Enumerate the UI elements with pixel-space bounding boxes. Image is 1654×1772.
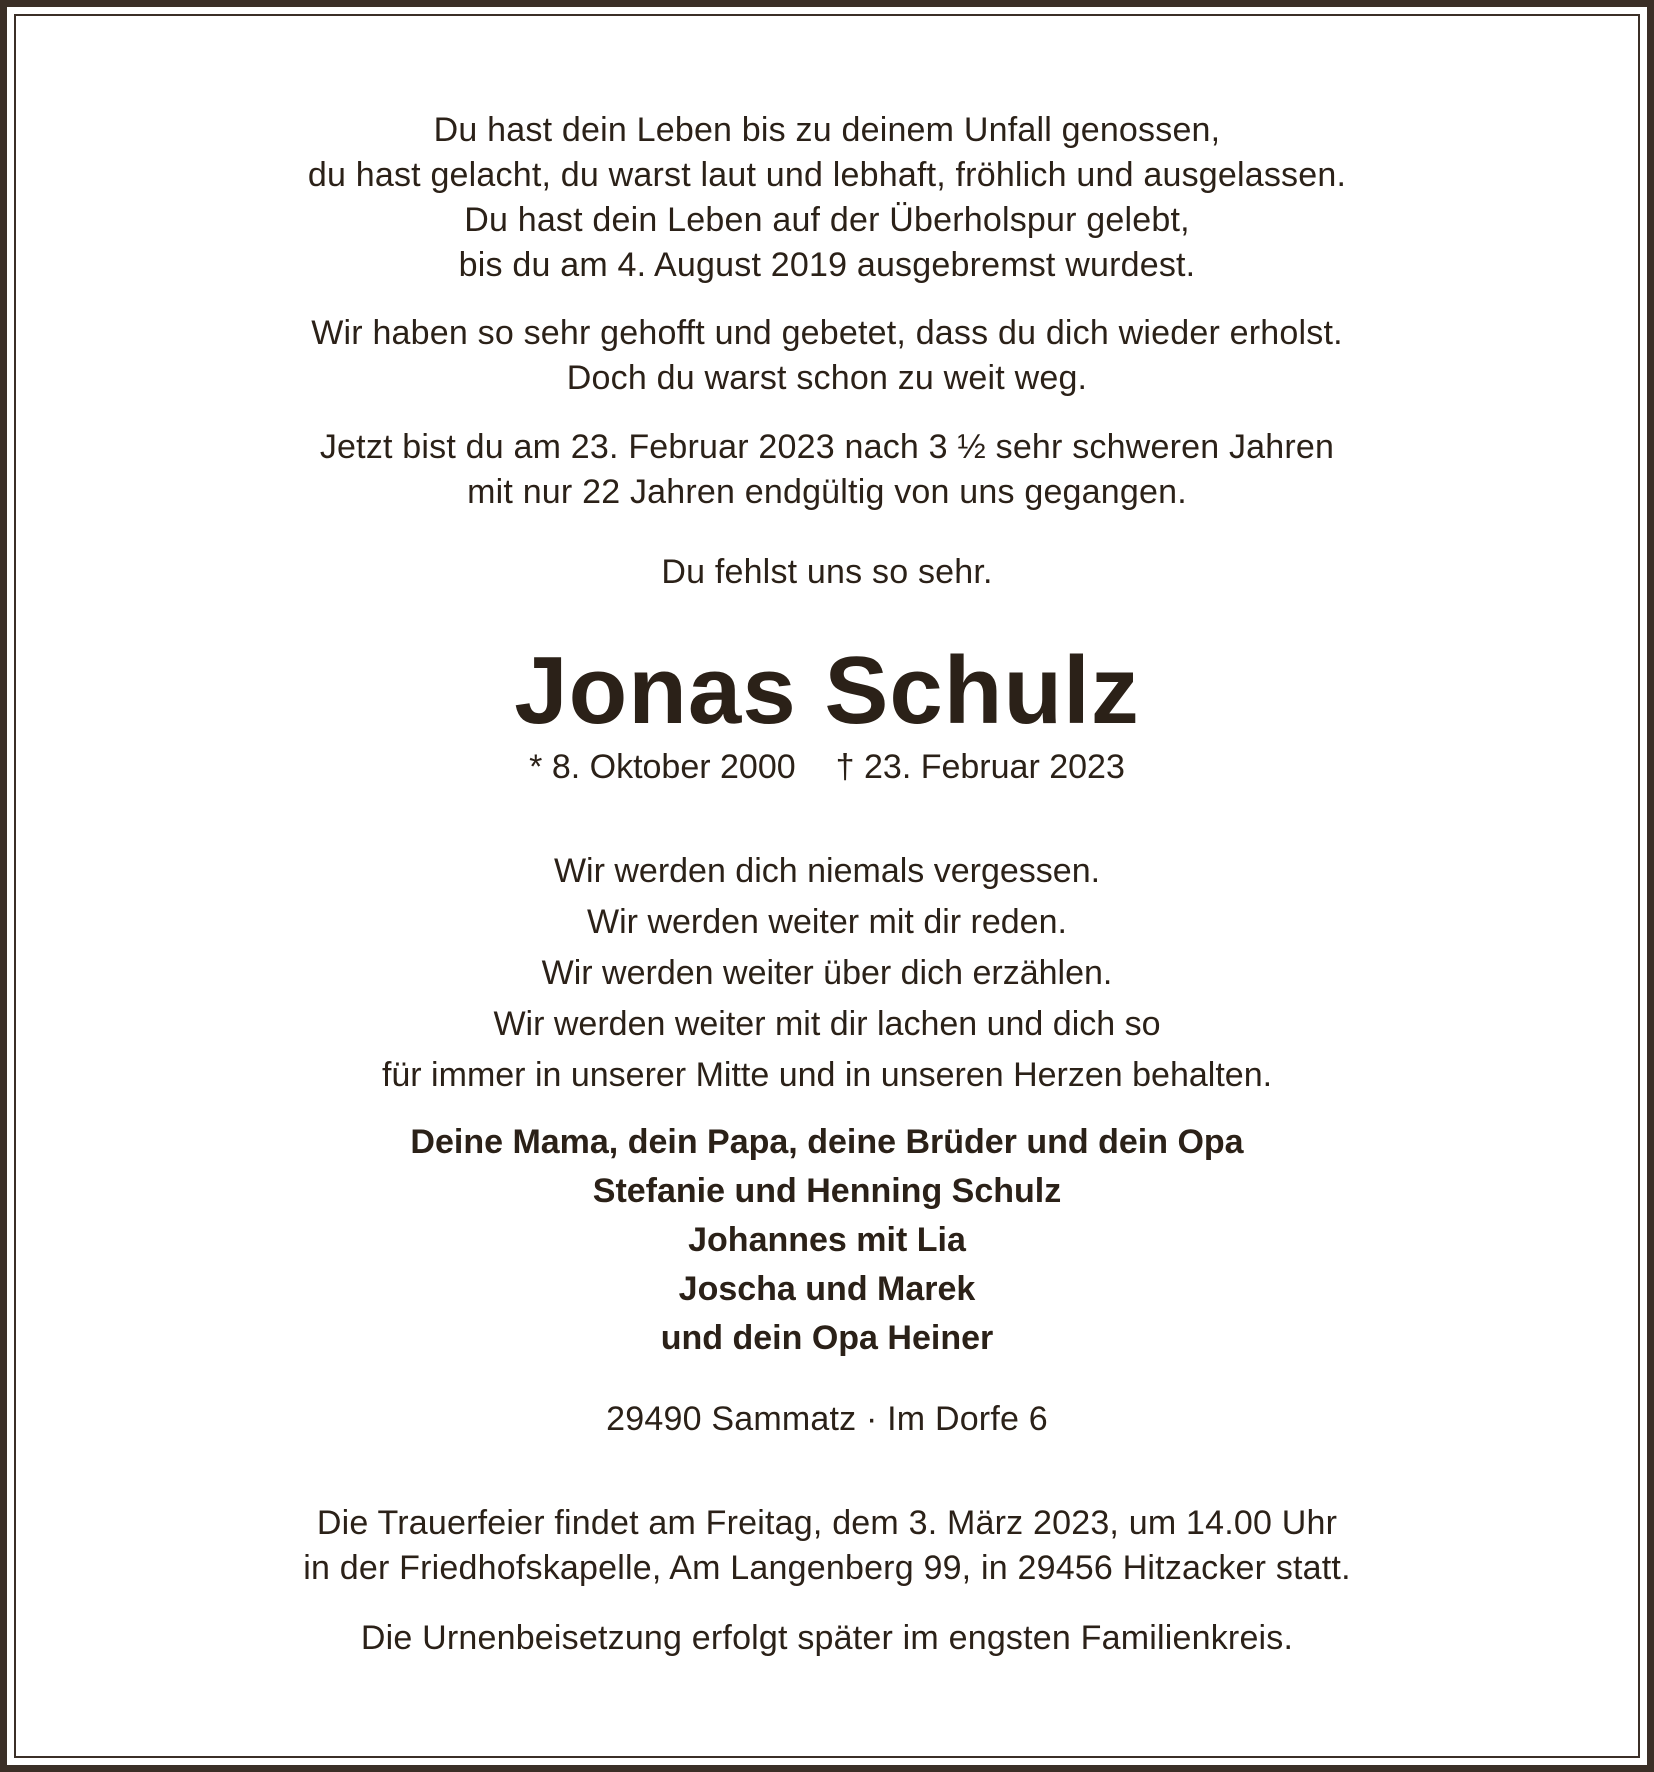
text-line: Doch du warst schon zu weit weg. — [566, 359, 1088, 397]
death-date: † 23. Februar 2023 — [835, 748, 1125, 786]
intro-paragraph-1 — [0, 108, 1654, 288]
poem-line: Wir werden weiter über dich erzählen. — [541, 954, 1113, 992]
family-line: und dein Opa Heiner — [660, 1319, 994, 1357]
text-line: Du fehlst uns so sehr. — [661, 553, 993, 591]
family-line: Joscha und Marek — [678, 1270, 976, 1308]
birth-date: * 8. Oktober 2000 — [529, 748, 796, 786]
ceremony-info — [0, 1501, 1654, 1591]
life-dates — [0, 745, 1654, 790]
family-line: Deine Mama, dein Papa, deine Brüder und dein Opa — [410, 1123, 1244, 1161]
intro-paragraph-3 — [0, 425, 1654, 515]
family-signature — [0, 1118, 1654, 1363]
text-line: Du hast dein Leben auf der Überholspur gelebt, — [464, 201, 1190, 239]
poem-line: Wir werden dich niemals vergessen. — [553, 852, 1101, 890]
intro-paragraph-4 — [0, 550, 1654, 595]
text-line: mit nur 22 Jahren endgültig von uns gegangen. — [467, 473, 1187, 511]
text-line: Die Urnenbeisetzung erfolgt später im engsten Familienkreis. — [360, 1619, 1294, 1657]
text-line: Du hast dein Leben bis zu deinem Unfall genossen, — [433, 111, 1221, 149]
address-line: 29490 Sammatz · Im Dorfe 6 — [606, 1400, 1048, 1438]
text-line: Die Trauerfeier findet am Freitag, dem 3. März 2023, um 14.00 Uhr — [316, 1504, 1338, 1542]
family-line: Stefanie und Henning Schulz — [592, 1172, 1062, 1210]
family-line: Johannes mit Lia — [688, 1221, 966, 1259]
poem-line: Wir werden weiter mit dir lachen und dich so — [493, 1005, 1161, 1043]
text-line: Jetzt bist du am 23. Februar 2023 nach 3 ½ sehr schweren Jahren — [319, 428, 1335, 466]
poem — [0, 846, 1654, 1101]
text-line: bis du am 4. August 2019 ausgebremst wurdest. — [458, 246, 1196, 284]
text-line: du hast gelacht, du warst laut und lebhaft, fröhlich und ausgelassen. — [307, 156, 1347, 194]
intro-paragraph-2 — [0, 311, 1654, 401]
burial-info — [0, 1616, 1654, 1661]
poem-line: Wir werden weiter mit dir reden. — [587, 903, 1067, 941]
address — [0, 1397, 1654, 1442]
text-line: in der Friedhofskapelle, Am Langenberg 99, in 29456 Hitzacker statt. — [303, 1549, 1351, 1587]
poem-line: für immer in unserer Mitte und in unseren Herzen behalten. — [381, 1056, 1273, 1094]
deceased-name: Jonas Schulz — [514, 637, 1140, 744]
text-line: Wir haben so sehr gehofft und gebetet, dass du dich wieder erholst. — [311, 314, 1343, 352]
